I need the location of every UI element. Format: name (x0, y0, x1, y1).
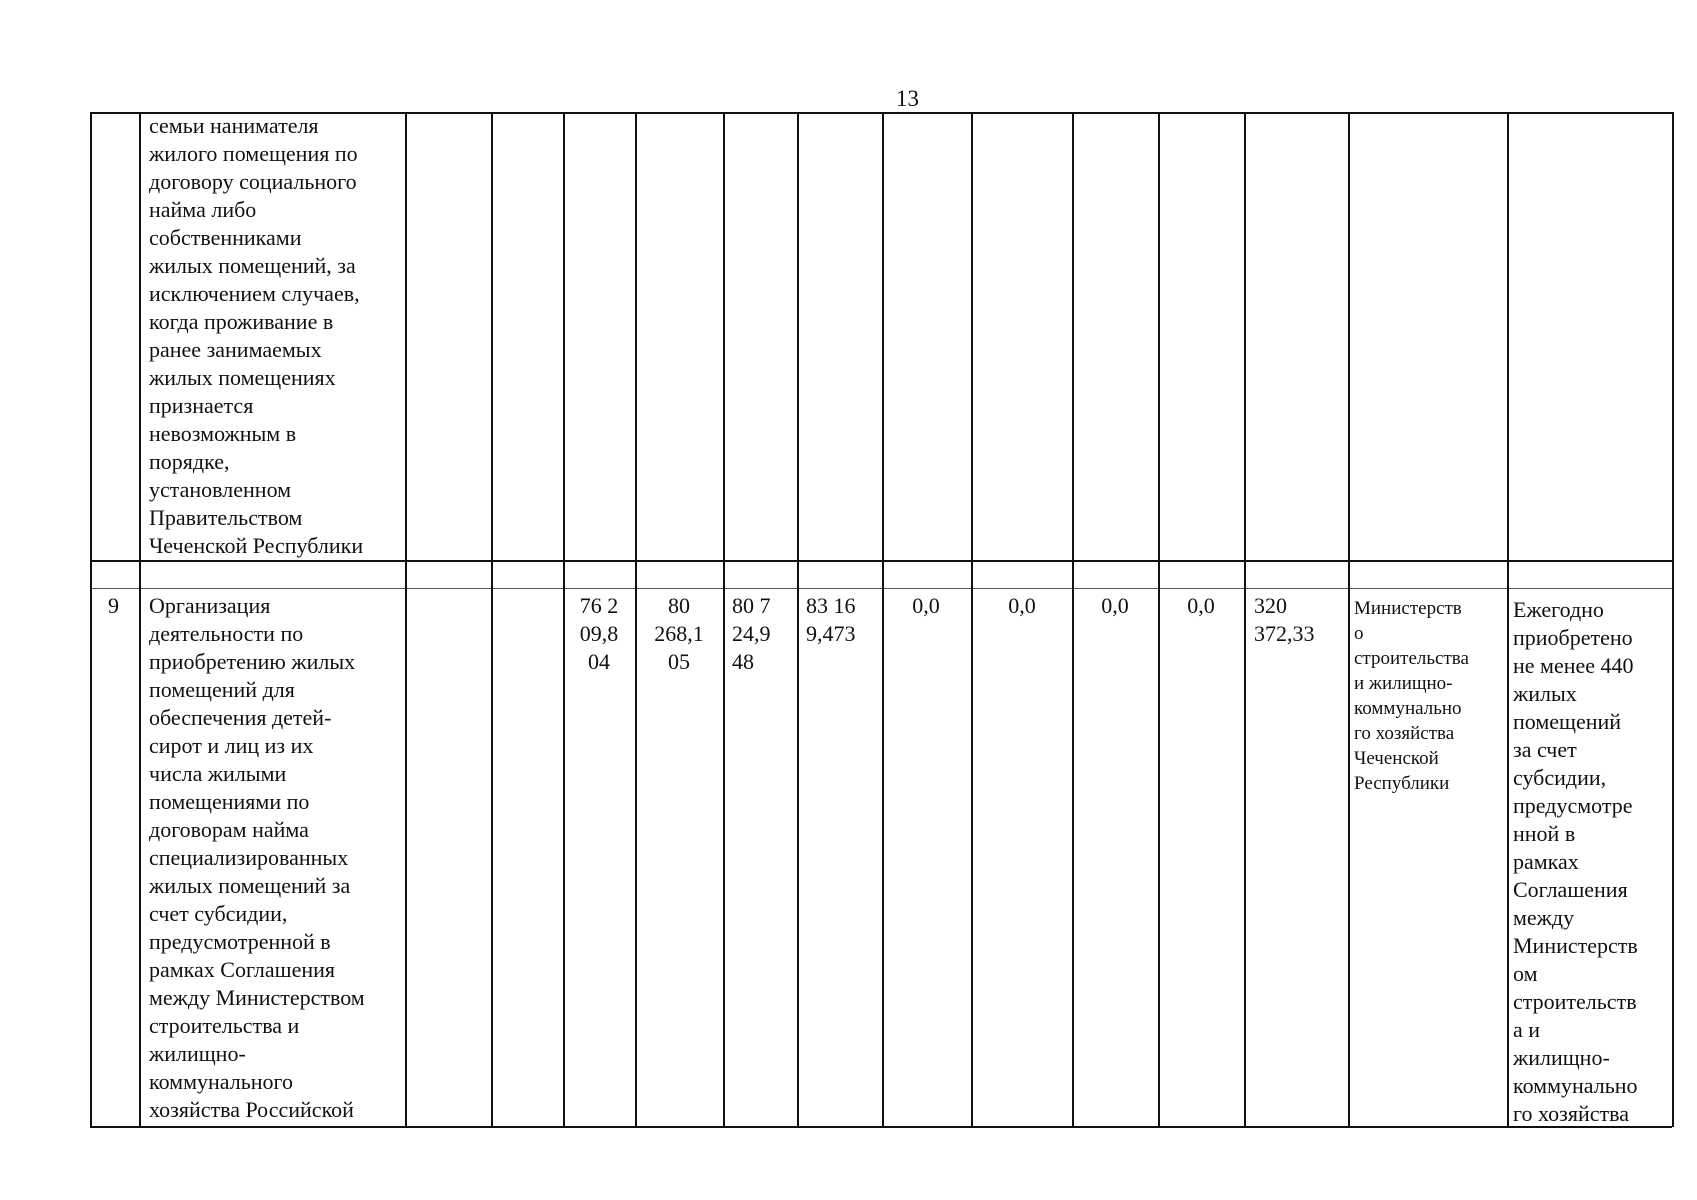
column-border (1158, 112, 1160, 1127)
continued-row-description: семьи нанимателя жилого помещения по договору социального найма либо собственниками жилых помещений, за исключением случаев, когда проживание в ранее занимаемых жилых помещениях признается невозможным в порядке, установленном Правительством Чеченской Республики (149, 113, 364, 558)
column-border (1507, 112, 1509, 1127)
row-9-value-3: 80 7 24,9 48 (732, 593, 771, 674)
column-border (882, 112, 884, 1127)
row-9-total: 320 372,33 (1254, 593, 1315, 646)
row-9-number: 9 (108, 593, 119, 618)
column-border (1672, 112, 1674, 1127)
table-bottom-border (90, 1126, 1672, 1128)
row-9-value-6: 0,0 (1008, 593, 1036, 618)
column-border (635, 112, 637, 1127)
column-border (90, 112, 92, 1127)
row-9-value-8: 0,0 (1187, 593, 1215, 618)
column-border (1348, 112, 1350, 1127)
row-9-description: Организация деятельности по приобретению жилых помещений для обеспечения детей- сирот и лиц из их числа жилыми помещениями по договорам найма специализированных жилых помещений за счет субсидии, предусмотренной в рамках Соглашения между Министерством строительства и жилищно- коммунального хозяйства Российской (149, 593, 365, 1122)
column-border (1244, 112, 1246, 1127)
row-9-executor: Министерств о строительства и жилищно- коммунально го хозяйства Чеченской Республики (1354, 598, 1469, 794)
column-border (971, 112, 973, 1127)
row-9-value-1: 76 2 09,8 04 (579, 593, 619, 674)
row-9-value-4: 83 16 9,473 (806, 593, 856, 646)
row-separator-upper (90, 560, 1672, 562)
column-border (797, 112, 799, 1127)
row-9-value-2: 80 268,1 05 (654, 593, 704, 674)
column-border (563, 112, 565, 1127)
row-9-result: Ежегодно приобретено не менее 440 жилых помещений за счет субсидии, предусмотре нной в рамках Соглашения между Министерств ом строительств а и жилищно- коммунально го хозяйства (1513, 597, 1638, 1126)
column-border (491, 112, 493, 1127)
column-border (405, 112, 407, 1127)
column-border (723, 112, 725, 1127)
page-number: 13 (896, 86, 919, 111)
row-separator-lower (90, 588, 1672, 589)
column-border (1072, 112, 1074, 1127)
column-border (139, 112, 141, 1127)
row-9-value-7: 0,0 (1101, 593, 1129, 618)
row-9-value-5: 0,0 (912, 593, 940, 618)
